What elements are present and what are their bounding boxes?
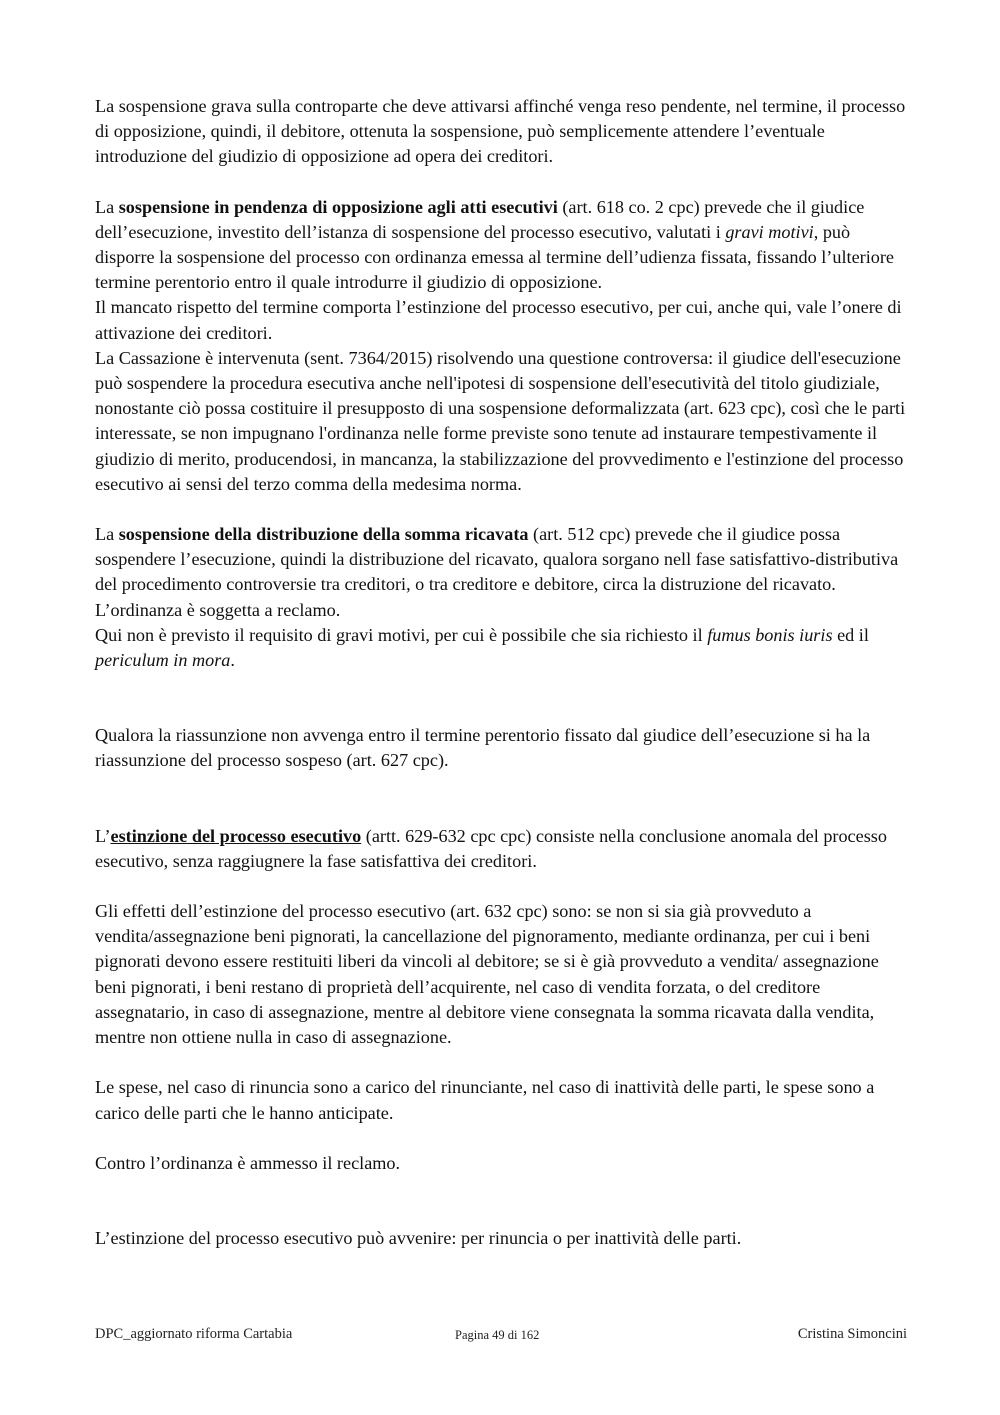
spacer: [95, 1050, 910, 1075]
text-run: , può disporre la sospensione del processo con ordinanza emessa al termine dell’udienza fissata, fissando l’ulteriore termine perentorio entro il quale introdurre il giudizio di opposizione.: [95, 221, 894, 293]
paragraph-mancato-rispetto: Il mancato rispetto del termine comporta l’estinzione del processo esecutivo, per cui, anche qui, vale l’onere di attivazione dei creditori.: [95, 297, 902, 343]
italic-term: gravi motivi: [725, 221, 814, 242]
document-body: [95, 94, 910, 1251]
footer-author: Cristina Simoncini: [797, 1326, 907, 1342]
paragraph-gravi-motivi: [95, 623, 910, 673]
bold-underline-wrapper: [111, 826, 362, 846]
text-run: (artt. 629-632 cpc cpc) consiste nella conclusione anomala del processo esecutivo, senza raggiugnere la fase satisfattiva dei creditori.: [95, 825, 887, 871]
paragraph-sospensione-controparte: La sospensione grava sulla controparte che deve attivarsi affinché venga reso pendente, nel termine, il processo di opposizione, quindi, il debitore, ottenuta la sospensione, può semplicemente attendere l’eventuale introduzione del giudizio di opposizione ad opera dei creditori.: [95, 96, 906, 167]
paragraph-sospensione-distribuzione: [95, 522, 910, 623]
text-run: .: [230, 650, 235, 671]
text-run: La: [95, 196, 119, 217]
spacer: [95, 1176, 910, 1226]
footer-page-number: Pagina 49 di 162: [455, 1328, 540, 1342]
bold-term: sospensione della distribuzione della somma ricavata: [118, 524, 529, 545]
text-run: L’: [95, 825, 111, 846]
spacer: [95, 170, 910, 195]
spacer: [95, 874, 910, 899]
text-run: (art. 512 cpc) prevede che il giudice possa sospendere l’esecuzione, quindi la distribuzione del ricavato, qualora sorgano nell fase satisfattivo-distributiva del procedimento controversie tra creditori, o tra creditore e debitore, circa la distruzione del ricavato. L’ordinanza è soggetta a reclamo.: [95, 524, 899, 620]
paragraph-spese: Le spese, nel caso di rinuncia sono a carico del rinunciante, nel caso di inattività delle parti, le spese sono a carico delle parti che le hanno anticipate.: [95, 1077, 875, 1123]
text-run: La: [95, 524, 119, 545]
bold-term: sospensione in pendenza di opposizione agli atti esecutivi: [118, 196, 558, 217]
paragraph-effetti-estinzione: Gli effetti dell’estinzione del processo esecutivo (art. 632 cpc) sono: se non si sia già provveduto a vendita/assegnazione beni pignorati, la cancellazione del pignoramento, mediante ordinanza, per cui i beni pignorati devono essere restituiti liberi da vincoli al debitore; se si è già provveduto a vendita/ assegnazione beni pignorati, i beni restano di proprietà dell’acquirente, nel caso di vendita forzata, o del creditore assegnatario, in caso di assegnazione, mentre al debitore viene consegnata la somma ricavata dalla vendita, mentre non ottiene nulla in caso di assegnazione.: [95, 901, 879, 1048]
italic-term: periculum in mora: [95, 650, 231, 671]
paragraph-reclamo: Contro l’ordinanza è ammesso il reclamo.: [95, 1152, 401, 1173]
paragraph-sospensione-opposizione-atti: [95, 195, 910, 296]
text-run: Qui non è previsto il requisito di gravi motivi, per cui è possibile che sia richiesto il: [95, 624, 708, 645]
spacer: [95, 497, 910, 522]
bold-underlined-term: estinzione del processo esecutivo: [110, 825, 362, 846]
text-run: ed il: [832, 624, 869, 645]
paragraph-modalita-estinzione: L’estinzione del processo esecutivo può avvenire: per rinuncia o per inattività delle parti.: [95, 1227, 742, 1248]
text-run: (art. 618 co. 2 cpc) prevede che il giudice dell’esecuzione, investito dell’istanza di sospensione del processo esecutivo, valutati i: [95, 196, 865, 242]
paragraph-riassunzione: Qualora la riassunzione non avvenga entro il termine perentorio fissato dal giudice dell’esecuzione si ha la riassunzione del processo sospeso (art. 627 cpc).: [95, 725, 871, 771]
spacer: [95, 774, 910, 824]
footer-document-title: DPC_aggiornato riforma Cartabia: [95, 1326, 293, 1342]
spacer: [95, 1126, 910, 1151]
spacer: [95, 673, 910, 723]
page-footer: [95, 1326, 907, 1346]
paragraph-cassazione: La Cassazione è intervenuta (sent. 7364/2015) risolvendo una questione controversa: il giudice dell'esecuzione può sospendere la procedura esecutiva anche nell'ipotesi di sospensione dell'esecutività del titolo giudiziale, nonostante ciò possa costituire il presupposto di una sospensione deformalizzata (art. 623 cpc), così che le parti interessate, se non impugnano l'ordinanza nelle forme previste sono tenute ad instaurare tempestivamente il giudizio di merito, producendosi, in mancanza, la stabilizzazione del provvedimento e l'estinzione del processo esecutivo ai sensi del terzo comma della medesima norma.: [95, 347, 906, 494]
paragraph-estinzione-definizione: [95, 824, 910, 874]
italic-term: fumus bonis iuris: [707, 624, 833, 645]
